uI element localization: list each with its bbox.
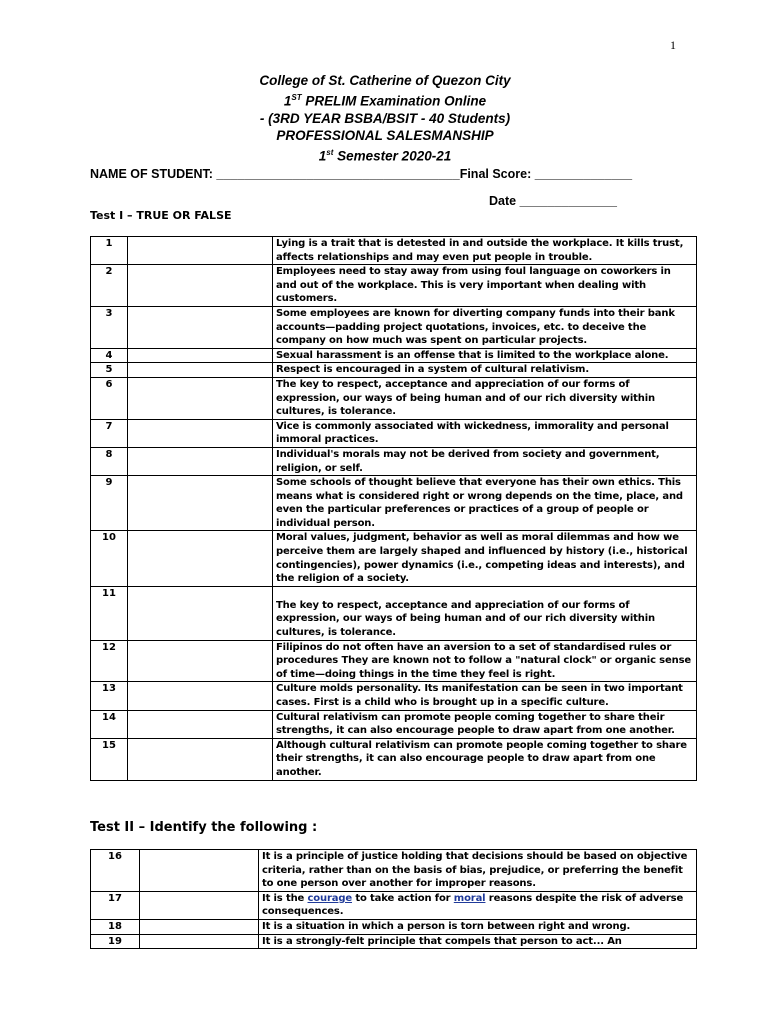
semester: 1st Semester 2020-21 [318, 147, 452, 163]
question-number: 1 [91, 237, 128, 265]
table-row [91, 363, 697, 378]
answer-cell[interactable] [128, 640, 273, 682]
table-row [91, 586, 697, 640]
answer-cell[interactable] [128, 377, 273, 419]
question-number: 6 [91, 377, 128, 419]
question-number: 7 [91, 419, 128, 447]
question-text: Lying is a trait that is detested in and outside the workplace. It kills trust, affects relationships and may even put people in trouble. [273, 237, 697, 265]
answer-cell[interactable] [128, 447, 273, 475]
table-row [91, 447, 697, 475]
table-row [91, 265, 697, 307]
question-text: Vice is commonly associated with wickedness, immorality and personal immoral practices. [273, 419, 697, 447]
subject-title: PROFESSIONAL SALESMANSHIP [276, 127, 494, 143]
question-number: 12 [91, 640, 128, 682]
question-number: 9 [91, 476, 128, 531]
question-text: It is the courage to take action for moral reasons despite the risk of adverse consequences. [259, 891, 697, 919]
answer-cell[interactable] [128, 419, 273, 447]
question-number: 5 [91, 363, 128, 378]
table-row [91, 348, 697, 363]
question-text: The key to respect, acceptance and appreciation of our forms of expression, our ways of being human and of our rich diversity within cultures, is tolerance. [273, 586, 697, 640]
table-row [91, 934, 697, 949]
question-text: Filipinos do not often have an aversion to a set of standardised rules or procedures They are known not to follow a "natural clock" or organic sense of time—doing things in the time they feel is right. [273, 640, 697, 682]
question-number: 2 [91, 265, 128, 307]
answer-cell[interactable] [128, 265, 273, 307]
question-number: 14 [91, 710, 128, 738]
answer-cell[interactable] [128, 738, 273, 780]
answer-cell[interactable] [140, 934, 259, 949]
table-row [91, 306, 697, 348]
question-number: 8 [91, 447, 128, 475]
question-number: 10 [91, 531, 128, 586]
question-text: Some schools of thought believe that everyone has their own ethics. This means what is considered right or wrong depends on the time, place, and even the particular preferences or practices of a group of people or individual person. [273, 476, 697, 531]
question-text: Cultural relativism can promote people coming together to share their strengths, it can also encourage people to draw apart from one another. [273, 710, 697, 738]
table-row [91, 738, 697, 780]
question-number: 3 [91, 306, 128, 348]
answer-cell[interactable] [128, 710, 273, 738]
document-header [150, 72, 620, 164]
question-text: It is a principle of justice holding that decisions should be based on objective criteria, rather than on the basis of bias, prejudice, or preferring the benefit to one person over another for improper reasons. [259, 850, 697, 892]
question-text: Individual's morals may not be derived from society and government, religion, or self. [273, 447, 697, 475]
answer-cell[interactable] [128, 306, 273, 348]
year-level: - (3RD YEAR BSBA/BSIT - 40 Students) [259, 110, 511, 126]
moral-link[interactable]: moral [453, 892, 486, 904]
question-text: Some employees are known for diverting company funds into their bank accounts—padding project quotations, invoices, etc. to deceive the company on how much was spent on particular projects. [273, 306, 697, 348]
answer-cell[interactable] [140, 891, 259, 919]
question-text: Moral values, judgment, behavior as well as moral dilemmas and how we perceive them are largely shaped and influenced by history (i.e., historical contingencies), power dynamics (i.e., competing ideas and interests), and the religion of a society. [273, 531, 697, 586]
question-number: 13 [91, 682, 128, 710]
question-number: 4 [91, 348, 128, 363]
question-text: Sexual harassment is an offense that is limited to the workplace alone. [273, 348, 697, 363]
question-text: The key to respect, acceptance and appreciation of our forms of expression, our ways of being human and of our rich diversity within cultures, is tolerance. [273, 377, 697, 419]
question-number: 16 [91, 850, 140, 892]
student-name-score-line: NAME OF STUDENT: ___________________________________Final Score: ______________ [90, 167, 633, 181]
table-row [91, 640, 697, 682]
exam-title: 1ST PRELIM Examination Online [283, 93, 487, 109]
question-text: It is a situation in which a person is torn between right and wrong. [259, 919, 697, 934]
table-row [91, 710, 697, 738]
question-text: Although cultural relativism can promote people coming together to share their strengths, it can also encourage people to draw apart from one another. [273, 738, 697, 780]
table-row [91, 919, 697, 934]
question-number: 18 [91, 919, 140, 934]
question-text: Culture molds personality. Its manifestation can be seen in two important cases. First is a child who is brought up in a specific culture. [273, 682, 697, 710]
question-text: Respect is encouraged in a system of cultural relativism. [273, 363, 697, 378]
question-text: Employees need to stay away from using foul language on coworkers in and out of the workplace. This is very important when dealing with customers. [273, 265, 697, 307]
table-row [91, 682, 697, 710]
table-row [91, 419, 697, 447]
answer-cell[interactable] [128, 237, 273, 265]
answer-cell[interactable] [128, 348, 273, 363]
question-text: It is a strongly-felt principle that compels that person to act... An [259, 934, 697, 949]
identification-table [90, 849, 697, 949]
answer-cell[interactable] [128, 682, 273, 710]
table-row [91, 531, 697, 586]
answer-cell[interactable] [140, 850, 259, 892]
table-row [91, 850, 697, 892]
test2-title: Test II – Identify the following : [90, 820, 318, 835]
question-number: 11 [91, 586, 128, 640]
answer-cell[interactable] [128, 531, 273, 586]
true-false-table [90, 236, 697, 781]
answer-cell[interactable] [128, 363, 273, 378]
test1-title: Test I – TRUE OR FALSE [90, 209, 232, 222]
table-row [91, 377, 697, 419]
courage-link[interactable]: courage [307, 892, 353, 904]
table-row [91, 237, 697, 265]
table-row [91, 476, 697, 531]
answer-cell[interactable] [128, 476, 273, 531]
table-row [91, 891, 697, 919]
question-number: 17 [91, 891, 140, 919]
page-number: 1 [670, 38, 676, 52]
question-number: 15 [91, 738, 128, 780]
date-line: Date ______________ [489, 194, 617, 208]
question-number: 19 [91, 934, 140, 949]
answer-cell[interactable] [140, 919, 259, 934]
college-name: College of St. Catherine of Quezon City [259, 73, 511, 88]
answer-cell[interactable] [128, 586, 273, 640]
